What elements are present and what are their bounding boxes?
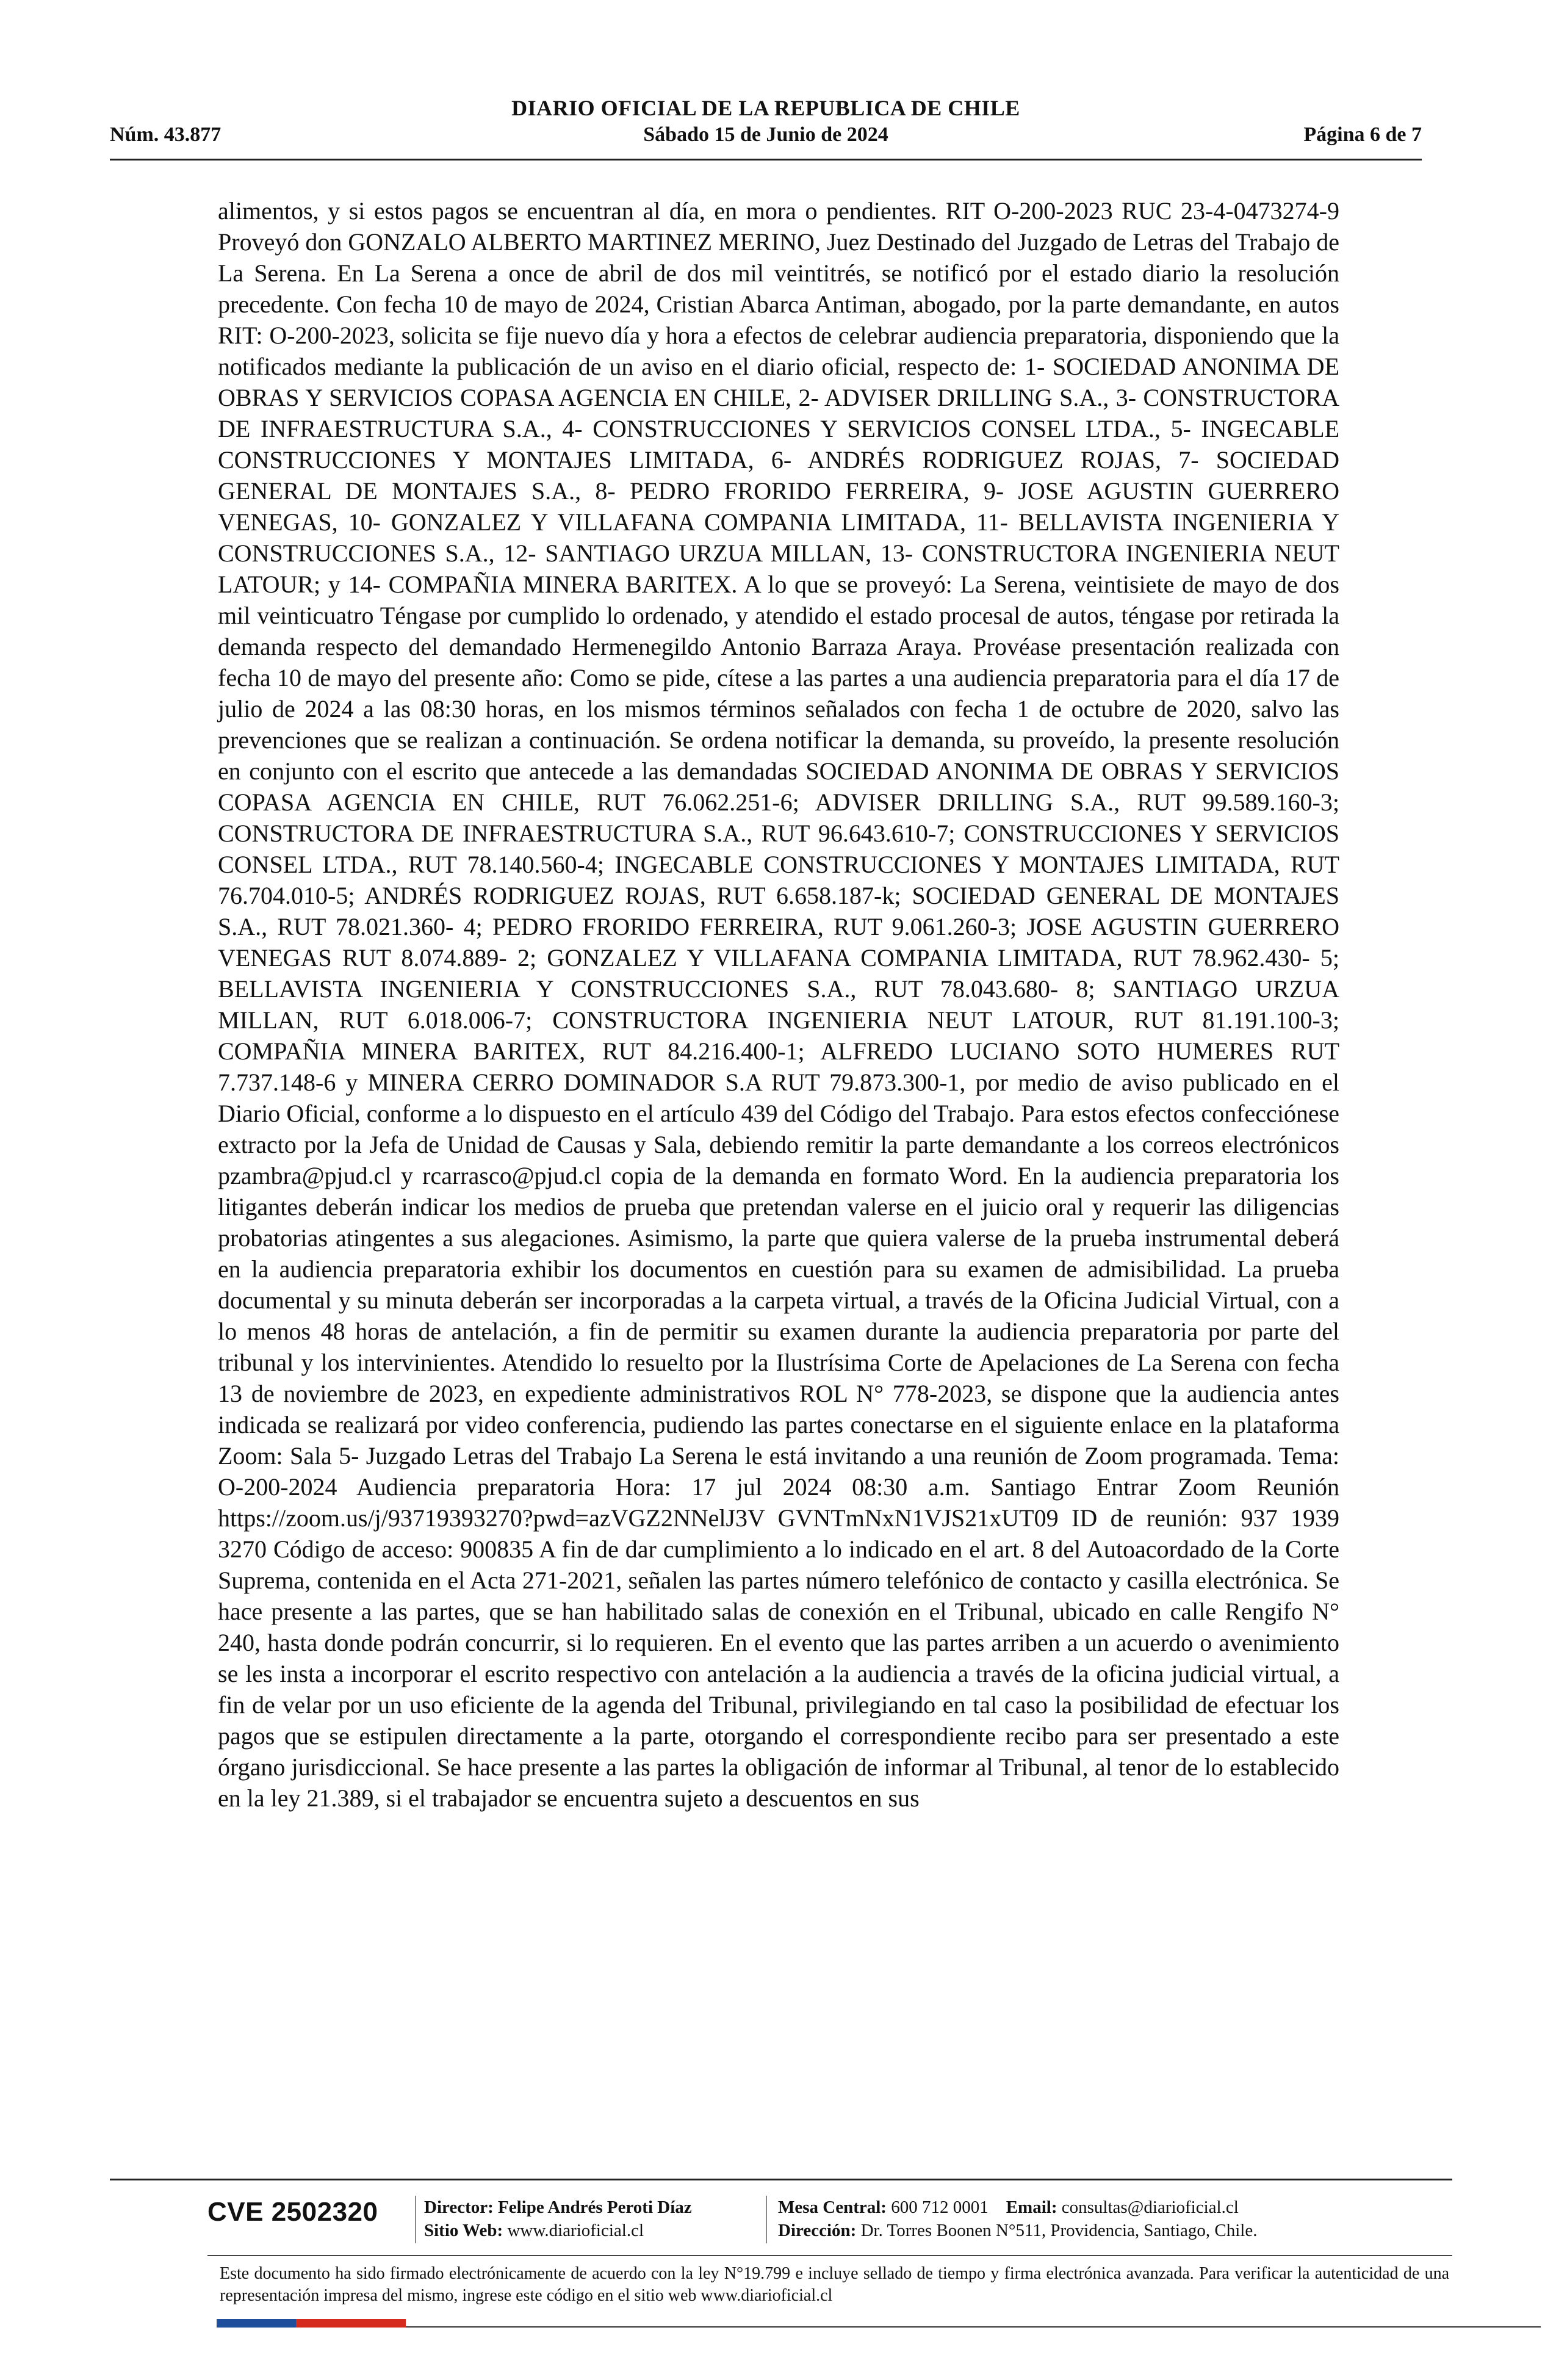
direccion-value: Dr. Torres Boonen N°511, Providencia, Santiago, Chile. [860, 2221, 1258, 2240]
director-label: Director: [424, 2198, 494, 2217]
web-label: Sitio Web: [424, 2221, 503, 2240]
web-link[interactable]: www.diarioficial.cl [507, 2221, 644, 2240]
flag-stripe [217, 2319, 406, 2328]
legal-notice: Este documento ha sido firmado electrónicamente de acuerdo con la ley N°19.799 e incluye sellado de tiempo y firma electrónica avanzada. Para verificar la autenticidad de una representación impresa del mismo, ingrese este código en el sitio web www.diarioficial.cl [220, 2264, 1449, 2305]
email-link[interactable]: consultas@diarioficial.cl [1061, 2198, 1239, 2217]
footer-divider [207, 2255, 1452, 2256]
page-number: Página 6 de 7 [1303, 123, 1422, 146]
email-label: Email: [1006, 2198, 1057, 2217]
director-name: Felipe Andrés Peroti Díaz [498, 2198, 692, 2217]
footer-divider [110, 2179, 1452, 2180]
flag-stripe-line [406, 2326, 1541, 2328]
page-header [110, 92, 1422, 160]
page-footer [110, 2179, 1452, 2325]
document-body: alimentos, y si estos pagos se encuentran al día, en mora o pendientes. RIT O-200-2023 RUC 23-4-0473274-9 Proveyó don GONZALO ALBERTO MARTINEZ MERINO, Juez Destinado del Juzgado de Letras del Trabajo de La Serena. En La Serena a once de abril de dos mil veintitrés, se notificó por el estado diario la resolución precedente. Con fecha 10 de mayo de 2024, Cristian Abarca Antiman, abogado, por la parte demandante, en autos RIT: O-200-2023, solicita se fije nuevo día y hora a efectos de celebrar audiencia preparatoria, disponiendo que la notificados mediante la publicación de un aviso en el diario oficial, respecto de: 1- SOCIEDAD ANONIMA DE OBRAS Y SERVICIOS COPASA AGENCIA EN CHILE, 2- ADVISER DRILLING S.A., 3- CONSTRUCTORA DE INFRAESTRUCTURA S.A., 4- CONSTRUCCIONES Y SERVICIOS CONSEL LTDA., 5- INGECABLE CONSTRUCCIONES Y MONTAJES LIMITADA, 6- ANDRÉS RODRIGUEZ ROJAS, 7- SOCIEDAD GENERAL DE MONTAJES S.A., 8- PEDRO FRORIDO FERREIRA, 9- JOSE AGUSTIN GUERRERO VENEGAS, 10- GONZALEZ Y VILLAFANA COMPANIA LIMITADA, 11- BELLAVISTA INGENIERIA Y CONSTRUCCIONES S.A., 12- SANTIAGO URZUA MILLAN, 13- CONSTRUCTORA INGENIERIA NEUT LATOUR; y 14- COMPAÑIA MINERA BARITEX. A lo que se proveyó: La Serena, veintisiete de mayo de dos mil veinticuatro Téngase por cumplido lo ordenado, y atendido el estado procesal de autos, téngase por retirada la demanda respecto del demandado Hermenegildo Antonio Barraza Araya. Provéase presentación realizada con fecha 10 de mayo del presente año: Como se pide, cítese a las partes a una audiencia preparatoria para el día 17 de julio de 2024 a las 08:30 horas, en los mismos términos señalados con fecha 1 de octubre de 2020, salvo las prevenciones que se realizan a continuación. Se ordena notificar la demanda, su proveído, la presente resolución en conjunto con el escrito que antecede a las demandadas SOCIEDAD ANONIMA DE OBRAS Y SERVICIOS COPASA AGENCIA EN CHILE, RUT 76.062.251-6; ADVISER DRILLING S.A., RUT 99.589.160-3; CONSTRUCTORA DE INFRAESTRUCTURA S.A., RUT 96.643.610-7; CONSTRUCCIONES Y SERVICIOS CONSEL LTDA., RUT 78.140.560-4; INGECABLE CONSTRUCCIONES Y MONTAJES LIMITADA, RUT 76.704.010-5; ANDRÉS RODRIGUEZ ROJAS, RUT 6.658.187-k; SOCIEDAD GENERAL DE MONTAJES S.A., RUT 78.021.360- 4; PEDRO FRORIDO FERREIRA, RUT 9.061.260-3; JOSE AGUSTIN GUERRERO VENEGAS RUT 8.074.889- 2; GONZALEZ Y VILLAFANA COMPANIA LIMITADA, RUT 78.962.430- 5; BELLAVISTA INGENIERIA Y CONSTRUCCIONES S.A., RUT 78.043.680- 8; SANTIAGO URZUA MILLAN, RUT 6.018.006-7; CONSTRUCTORA INGENIERIA NEUT LATOUR, RUT 81.191.100-3; COMPAÑIA MINERA BARITEX, RUT 84.216.400-1; ALFREDO LUCIANO SOTO HUMERES RUT 7.737.148-6 y MINERA CERRO DOMINADOR S.A RUT 79.873.300-1, por medio de aviso publicado en el Diario Oficial, conforme a lo dispuesto en el artículo 439 del Código del Trabajo. Para estos efectos confecciónese extracto por la Jefa de Unidad de Causas y Sala, debiendo remitir la parte demandante a los correos electrónicos pzambra@pjud.cl y rcarrasco@pjud.cl copia de la demanda en formato Word. En la audiencia preparatoria los litigantes deberán indicar los medios de prueba que pretendan valerse en el juicio oral y requerir las diligencias probatorias atingentes a sus alegaciones. Asimismo, la parte que quiera valerse de la prueba instrumental deberá en la audiencia preparatoria exhibir los documentos en cuestión para su examen de admisibilidad. La prueba documental y su minuta deberán ser incorporadas a la carpeta virtual, a través de la Oficina Judicial Virtual, con a lo menos 48 horas de antelación, a fin de permitir su examen durante la audiencia preparatoria por parte del tribunal y los intervinientes. Atendido lo resuelto por la Ilustrísima Corte de Apelaciones de La Serena con fecha 13 de noviembre de 2023, en expediente administrativos ROL N° 778-2023, se dispone que la audiencia antes indicada se realizará por video conferencia, pudiendo las partes conectarse en el siguiente enlace en la plataforma Zoom: Sala 5- Juzgado Letras del Trabajo La Serena le está invitando a una reunión de Zoom programada. Tema: O-200-2024 Audiencia preparatoria Hora: 17 jul 2024 08:30 a.m. Santiago Entrar Zoom Reunión https://zoom.us/j/93719393270?pwd=azVGZ2NNelJ3V GVNTmNxN1VJS21xUT09 ID de reunión: 937 1939 3270 Código de acceso: 900835 A fin de dar cumplimiento a lo indicado en el art. 8 del Autoacordado de la Corte Suprema, contenida en el Acta 271-2021, señalen las partes número telefónico de contacto y casilla electrónica. Se hace presente a las partes, que se han habilitado salas de conexión en el Tribunal, ubicado en calle Rengifo N° 240, hasta donde podrán concurrir, si lo requieren. En el evento que las partes arriben a un acuerdo o avenimiento se les insta a incorporar el escrito respectivo con antelación a la audiencia a través de la oficina judicial virtual, a fin de velar por un uso eficiente de la agenda del Tribunal, privilegiando en tal caso la posibilidad de efectuar los pagos que se estipulen directamente a la parte, otorgando el correspondiente recibo para ser presentado a este órgano jurisdiccional. Se hace presente a las partes la obligación de informar al Tribunal, al tenor de lo establecido en la ley 21.389, si el trabajador se encuentra sujeto a descuentos en sus [218, 197, 1339, 1812]
flag-stripe-red [296, 2319, 406, 2328]
issue-date: Sábado 15 de Junio de 2024 [643, 123, 888, 146]
footer-separator [766, 2196, 767, 2243]
footer-director-block [424, 2196, 692, 2242]
direccion-label: Dirección: [778, 2221, 857, 2240]
cve-code: CVE 2502320 [207, 2197, 378, 2227]
mesa-label: Mesa Central: [778, 2198, 887, 2217]
flag-stripe-blue [217, 2319, 296, 2328]
mesa-phone: 600 712 0001 [891, 2198, 989, 2217]
issue-number: Núm. 43.877 [110, 123, 222, 146]
footer-separator [415, 2196, 416, 2243]
footer-contact-block [778, 2196, 1257, 2242]
publication-title: DIARIO OFICIAL DE LA REPUBLICA DE CHILE [511, 96, 1020, 120]
